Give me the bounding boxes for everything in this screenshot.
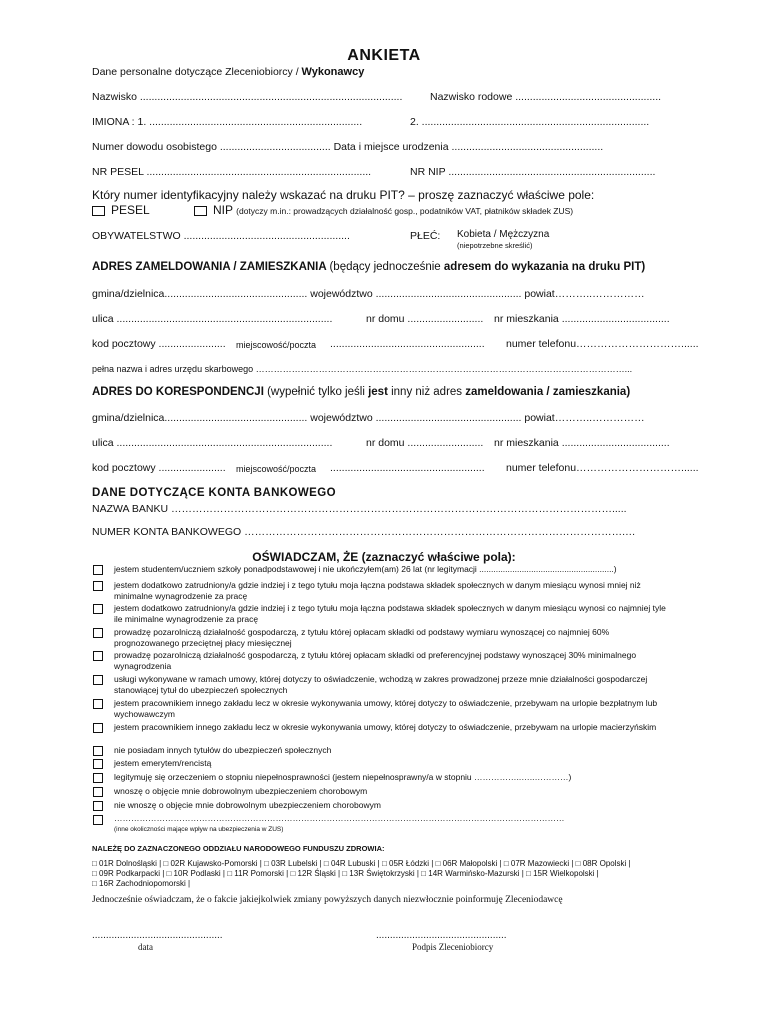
correspondence-address-title: ADRES DO KORESPONDENCJI <box>92 386 264 398</box>
address2-house-number-field[interactable]: nr domu .......................... <box>366 437 484 449</box>
nfz-options-row-2[interactable]: □ 09R Podkarpacki | □ 10R Podlaski | □ 11R Pomorski | □ 12R Śląski | □ 13R Świętokrzyski | □ 14R Warmińsko-Mazurski | □ 15R Wielkopolski | <box>92 869 599 878</box>
page-title: ANKIETA <box>347 47 421 64</box>
option-nip-label: NIP <box>213 203 233 217</box>
declaration-item-4: prowadzę pozarolniczą działalność gospodarczą, z tytułu której opłacam składki od podstawy wymiaru wynoszącej co najmniej 60% prognozowanego przeciętnej płacy miesięcznej <box>114 627 610 648</box>
declaration-item-12: wnoszę o objęcie mnie dobrowolnym ubezpieczeniem chorobowym <box>114 786 368 796</box>
maiden-name-field[interactable]: Nazwisko rodowe .................................................. <box>430 91 662 103</box>
subtitle-bold: Wykonawcy <box>301 66 365 78</box>
declaration-heading: OŚWIADCZAM, ŻE (zaznaczyć właściwe pola): <box>252 550 516 564</box>
first-name-1-field[interactable]: IMIONA : 1. ......................................................................... <box>92 116 363 128</box>
declaration-item-13: nie wnoszę o objęcie mnie dobrowolnym ubezpieczeniem chorobowym <box>114 800 381 810</box>
gender-note: (niepotrzebne skreślić) <box>457 241 533 250</box>
pesel-field[interactable]: NR PESEL ............................................................................. <box>92 166 372 178</box>
nip-field[interactable]: NR NIP ....................................................................... <box>410 166 656 178</box>
declaration-item-11: legitymuję się orzeczeniem o stopniu niepełnosprawności (jestem niepełnosprawny/a w stopniu ……………..…..…………) <box>114 772 572 782</box>
declaration-checkbox-7[interactable] <box>93 699 103 709</box>
signature-label: Podpis Zleceniobiorcy <box>412 942 494 952</box>
citizenship-field[interactable]: OBYWATELSTWO ......................................................... <box>92 230 350 242</box>
declaration-checkbox-4[interactable] <box>93 628 103 638</box>
declaration-checkbox-13[interactable] <box>93 801 103 811</box>
first-name-2-field[interactable]: 2. .............................................................................. <box>410 116 650 128</box>
registered-address-note: (będący jednocześnie <box>329 261 444 273</box>
declaration-item-9: nie posiadam innych tytułów do ubezpieczeń społecznych <box>114 745 332 755</box>
declaration-checkbox-9[interactable] <box>93 746 103 756</box>
id-question: Który numer identyfikacyjny należy wskazać na druku PIT? – proszę zaznaczyć właściwe pole: <box>92 188 595 202</box>
nip-checkbox[interactable] <box>194 206 207 216</box>
declaration-checkbox-5[interactable] <box>93 651 103 661</box>
bank-name-field[interactable]: NAZWA BANKU ………………………………………………………………………………………………………………..... <box>92 503 627 515</box>
declaration-checkbox-12[interactable] <box>93 787 103 797</box>
gender-label: PŁEĆ: <box>410 230 441 242</box>
signature-line[interactable]: ............................................... <box>376 930 507 941</box>
declaration-checkbox-3[interactable] <box>93 604 103 614</box>
address2-postcode-field[interactable]: kod pocztowy ....................... <box>92 462 226 474</box>
declaration-checkbox-11[interactable] <box>93 773 103 783</box>
option-nip-note: (dotyczy m.in.: prowadzących działalność gosp., podatników VAT, płatników składek ZUS) <box>236 206 574 216</box>
nfz-heading: NALEŻĘ DO ZAZNACZONEGO ODDZIAŁU NARODOWEGO FUNDUSZU ZDROWIA: <box>92 844 385 853</box>
address1-postcode-field[interactable]: kod pocztowy ....................... <box>92 338 226 350</box>
gender-value[interactable]: Kobieta / Mężczyzna <box>457 229 550 240</box>
declaration-item-6: usługi wykonywane w ramach umowy, której dotyczy to oświadczenie, wchodzą w zakres prowadzonej przeze mnie działalności gospodarczej stanowiącej tytuł do ubezpieczeń społecznych <box>114 674 648 695</box>
surname-field[interactable]: Nazwisko .......................................................................................... <box>92 91 403 103</box>
change-notice-statement: Jednocześnie oświadczam, że o fakcie jakiejkolwiek zmiany powyższych danych niezwłocznie poinformuję Zleceniodawcę <box>92 895 563 905</box>
option-nip[interactable] <box>194 203 573 217</box>
correspondence-note-3: inny niż adres <box>387 386 466 398</box>
option-pesel-label: PESEL <box>111 203 150 217</box>
declaration-checkbox-10[interactable] <box>93 759 103 769</box>
correspondence-note-2: jest <box>368 386 388 398</box>
declaration-checkbox-1[interactable] <box>93 565 103 575</box>
nfz-options-row-1[interactable]: □ 01R Dolnośląski | □ 02R Kujawsko-Pomorski | □ 03R Lubelski | □ 04R Lubuski | □ 05R Łódzki | □ 06R Małopolski | □ 07R Mazowiecki | □ 08R Opolski | <box>92 859 631 868</box>
date-label: data <box>138 942 153 952</box>
declaration-item-7: jestem pracownikiem innego zakładu lecz w okresie wykonywania umowy, której dotyczy to oświadczenie, przebywam na urlopie bezpłatnym lub wychowawczym <box>114 698 658 719</box>
address2-city-field[interactable]: ..................................................... <box>330 462 485 474</box>
option-pesel[interactable] <box>92 203 150 217</box>
address1-city-label: miejscowość/poczta <box>236 340 317 350</box>
pesel-checkbox[interactable] <box>92 206 105 216</box>
address2-flat-number-field[interactable]: nr mieszkania ..................................... <box>494 437 670 449</box>
address2-municipality-field[interactable]: gmina/dzielnica................................................. województwo .................................................. powiat………..…………… <box>92 412 645 424</box>
tax-office-field[interactable]: pełna nazwa i adres urzędu skarbowego ……………………………………………………………………………………………………………... <box>92 364 633 374</box>
address1-city-field[interactable]: ..................................................... <box>330 338 485 350</box>
declaration-item-3: jestem dodatkowo zatrudniony/a gdzie indziej i z tego tytułu moja łączna podstawa składek społecznych w danym miesiącu wynosi co najmniej tyle ile minimalne wynagrodzenie za pracę <box>114 603 666 624</box>
address1-street-field[interactable]: ulica .......................................................................... <box>92 313 333 325</box>
correspondence-note-1: (wypełnić tylko jeśli <box>267 386 369 398</box>
address2-phone-field[interactable]: numer telefonu…………………………...... <box>506 462 699 474</box>
address2-street-field[interactable]: ulica .......................................................................... <box>92 437 333 449</box>
declaration-item-1: jestem studentem/uczniem szkoły ponadpodstawowej i nie ukończyłem(am) 26 lat (nr legitymacji .........................................................) <box>114 564 617 574</box>
declaration-item-2: jestem dodatkowo zatrudniony/a gdzie indziej i z tego tytułu moja łączna podstawa składek społecznych w danym miesiącu wynosi mniej niż minimalne wynagrodzenie za pracę <box>114 580 641 601</box>
registered-address-title: ADRES ZAMELDOWANIA / ZAMIESZKANIA <box>92 261 327 273</box>
declaration-checkbox-14[interactable] <box>93 815 103 825</box>
page-subtitle <box>92 66 364 78</box>
declaration-item-14[interactable]: …………………………………………………………………………………………………………………………………………… <box>114 813 565 823</box>
declaration-checkbox-8[interactable] <box>93 723 103 733</box>
declaration-item-10: jestem emerytem/rencistą <box>114 758 212 768</box>
bank-heading: DANE DOTYCZĄCE KONTA BANKOWEGO <box>92 487 336 499</box>
date-line[interactable]: ............................................... <box>92 930 223 941</box>
address1-house-number-field[interactable]: nr domu .......................... <box>366 313 484 325</box>
address2-city-label: miejscowość/poczta <box>236 464 317 474</box>
subtitle-text: Dane personalne dotyczące Zleceniobiorcy / <box>92 66 302 78</box>
declaration-item-5: prowadzę pozarolniczą działalność gospodarczą, z tytułu której opłacam składki od preferencyjnej podstawy wynoszącej 30% minimalnego wynagrodzenia <box>114 650 637 671</box>
address1-flat-number-field[interactable]: nr mieszkania ..................................... <box>494 313 670 325</box>
declaration-item-8: jestem pracownikiem innego zakładu lecz w okresie wykonywania umowy, której dotyczy to oświadczenie, przebywam na urlopie macierzyńskim <box>114 722 657 732</box>
correspondence-address-heading <box>92 386 630 398</box>
address1-municipality-field[interactable]: gmina/dzielnica................................................. województwo .................................................. powiat………..…………… <box>92 288 645 300</box>
id-card-and-birth-field[interactable]: Numer dowodu osobistego ...................................... Data i miejsce urodzenia .................................................... <box>92 141 604 153</box>
registered-address-note-tail: adresem do wykazania na druku PIT) <box>443 261 646 273</box>
address1-phone-field[interactable]: numer telefonu…………………………...... <box>506 338 699 350</box>
registered-address-heading <box>92 261 645 273</box>
nfz-options-row-3[interactable]: □ 16R Zachodniopomorski | <box>92 879 191 888</box>
correspondence-note-4: zameldowania / zamieszkania) <box>465 386 631 398</box>
declaration-other-note: (inne okoliczności mające wpływ na ubezpieczenia w ZUS) <box>114 826 284 833</box>
declaration-checkbox-6[interactable] <box>93 675 103 685</box>
bank-account-field[interactable]: NUMER KONTA BANKOWEGO ……………………………………………………………………………………………….… <box>92 526 636 538</box>
declaration-checkbox-2[interactable] <box>93 581 103 591</box>
